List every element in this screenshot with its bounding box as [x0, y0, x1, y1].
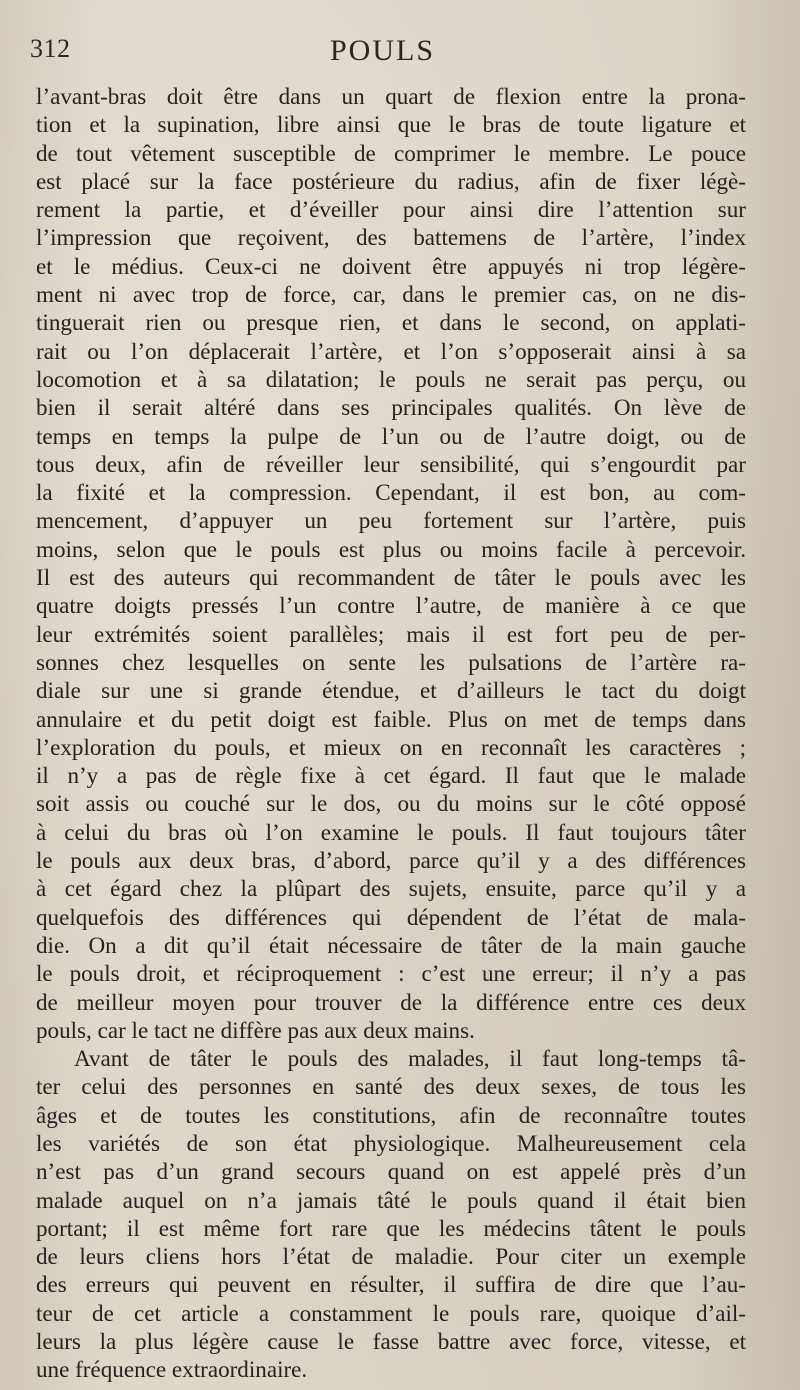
text-line: leur extrémités soient parallèles; mais il est fort peu de per-: [36, 620, 746, 647]
page-number: 312: [30, 34, 71, 63]
paragraph-last-line: une fréquence extraordinaire.: [36, 1356, 308, 1383]
paragraph-first-line: Avant de tâter le pouls des malades, il faut long-temps tâ-: [74, 1045, 746, 1072]
text-line: n’est pas d’un grand secours quand on est appelé près d’un: [36, 1158, 746, 1185]
text-line: le pouls aux deux bras, d’abord, parce qu’il y a des différences: [36, 847, 746, 874]
text-line: tinguerait rien ou presque rien, et dans le second, on applati-: [36, 309, 746, 336]
text-line: ter celui des personnes en santé des deux sexes, de tous les: [36, 1073, 746, 1100]
text-line: bien il serait altéré dans ses principales qualités. On lève de: [36, 394, 746, 421]
text-line: annulaire et du petit doigt est faible. Plus on met de temps dans: [36, 705, 746, 732]
text-line: il n’y a pas de règle fixe à cet égard. Il faut que le malade: [36, 762, 746, 789]
text-line: les variétés de son état physiologique. Malheureusement cela: [36, 1129, 746, 1156]
text-line: mencement, d’appuyer un peu fortement sur l’artère, puis: [36, 507, 746, 534]
text-line: et le médius. Ceux-ci ne doivent être appuyés ni trop légère-: [36, 252, 746, 279]
text-line: l’impression que reçoivent, des battemens de l’artère, l’index: [36, 224, 746, 251]
text-line: l’exploration du pouls, et mieux on en reconnaît les caractères ;: [36, 733, 746, 760]
text-line: de meilleur moyen pour trouver de la différence entre ces deux: [36, 988, 746, 1015]
text-line: est placé sur la face postérieure du radius, afin de fixer légè-: [36, 167, 746, 194]
text-line: tous deux, afin de réveiller leur sensibilité, qui s’engourdit par: [36, 450, 746, 477]
text-line: malade auquel on n’a jamais tâté le pouls quand il était bien: [36, 1186, 746, 1213]
text-line: des erreurs qui peuvent en résulter, il suffira de dire que l’au-: [36, 1271, 746, 1298]
running-head: POULS: [330, 34, 436, 67]
text-line: locomotion et à sa dilatation; le pouls ne serait pas perçu, ou: [36, 365, 746, 392]
text-line: leurs la plus légère cause le fasse battre avec force, vitesse, et: [36, 1328, 746, 1355]
text-line: quatre doigts pressés l’un contre l’autre, de manière à ce que: [36, 592, 746, 619]
body-text: [36, 82, 746, 1384]
text-line: quelquefois des différences qui dépendent de l’état de mala-: [36, 903, 746, 930]
text-line: de tout vêtement susceptible de comprimer le membre. Le pouce: [36, 139, 746, 166]
text-line: sonnes chez lesquelles on sente les pulsations de l’artère ra-: [36, 648, 746, 675]
text-line: ment ni avec trop de force, car, dans le premier cas, on ne dis-: [36, 281, 746, 308]
text-line: rement la partie, et d’éveiller pour ainsi dire l’attention sur: [36, 196, 746, 223]
text-line: diale sur une si grande étendue, et d’ailleurs le tact du doigt: [36, 677, 746, 704]
text-line: la fixité et la compression. Cependant, il est bon, au com-: [36, 479, 746, 506]
text-line: âges et de toutes les constitutions, afin de reconnaître toutes: [36, 1101, 746, 1128]
text-line: de leurs cliens hors l’état de maladie. Pour citer un exemple: [36, 1243, 746, 1270]
text-line: le pouls droit, et réciproquement : c’est une erreur; il n’y a pas: [36, 960, 746, 987]
text-line: rait ou l’on déplacerait l’artère, et l’on s’opposerait ainsi à sa: [36, 337, 746, 364]
text-line: à celui du bras où l’on examine le pouls. Il faut toujours tâter: [36, 818, 746, 845]
text-line: teur de cet article a constamment le pouls rare, quoique d’ail-: [36, 1299, 746, 1326]
text-line: temps en temps la pulpe de l’un ou de l’autre doigt, ou de: [36, 422, 746, 449]
text-line: tion et la supination, libre ainsi que le bras de toute ligature et: [36, 111, 746, 138]
text-line: à cet égard chez la plûpart des sujets, ensuite, parce qu’il y a: [36, 875, 746, 902]
text-line: die. On a dit qu’il était nécessaire de tâter de la main gauche: [36, 931, 746, 958]
text-line: portant; il est même fort rare que les médecins tâtent le pouls: [36, 1214, 746, 1241]
text-line: Il est des auteurs qui recommandent de tâter le pouls avec les: [36, 564, 746, 591]
text-line: soit assis ou couché sur le dos, ou du moins sur le côté opposé: [36, 790, 746, 817]
paragraph-last-line: pouls, car le tact ne diffère pas aux deux mains.: [36, 1016, 475, 1043]
page-header: [30, 34, 770, 74]
text-line: l’avant-bras doit être dans un quart de flexion entre la prona-: [36, 83, 746, 109]
text-line: moins, selon que le pouls est plus ou moins facile à percevoir.: [36, 535, 746, 562]
